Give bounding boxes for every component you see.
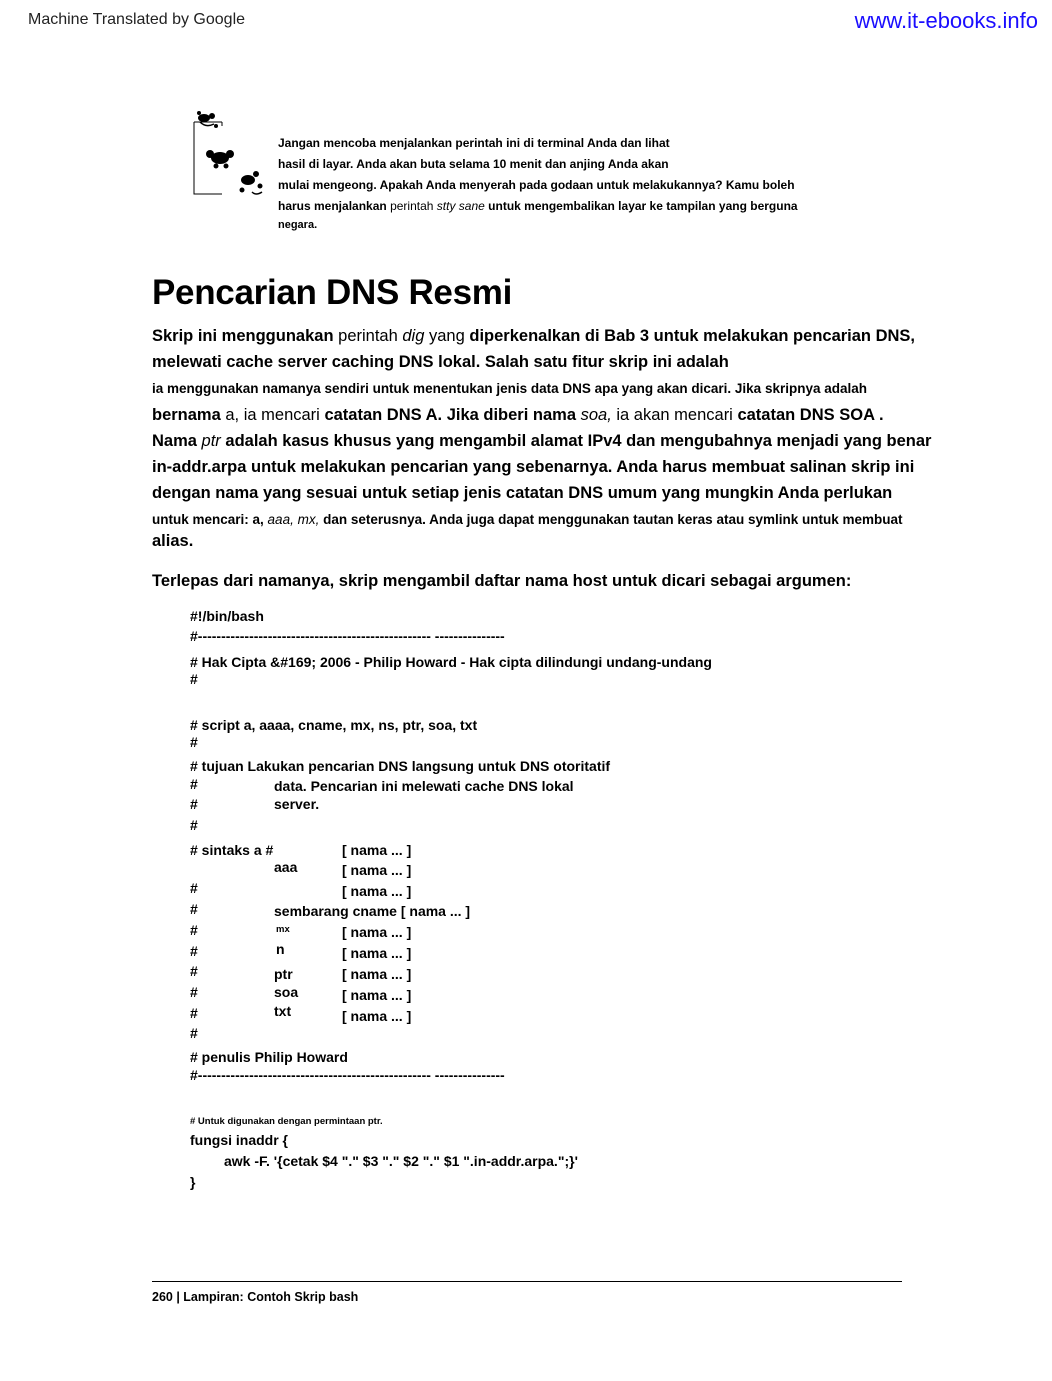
- page-footer: 260 | Lampiran: Contoh Skrip bash: [152, 1290, 359, 1304]
- code-line: [ nama ... ]: [342, 883, 412, 899]
- note-line-4: harus menjalankan perintah stty sane untuk mengembalikan layar ke tampilan yang berguna: [278, 199, 798, 213]
- footer-rule: [152, 1281, 902, 1282]
- code-line: [ nama ... ]: [342, 966, 412, 982]
- code-line: [ nama ... ]: [342, 862, 412, 878]
- code-line: #: [190, 1005, 198, 1021]
- paragraph-line: melewati cache server caching DNS lokal. Salah satu fitur skrip ini adalah: [152, 353, 729, 371]
- code-line: data. Pencarian ini melewati cache DNS lokal: [274, 778, 574, 794]
- code-line: n: [276, 941, 285, 957]
- code-line: [ nama ... ]: [342, 924, 412, 940]
- code-line: sembarang cname [ nama ... ]: [274, 903, 471, 919]
- code-line: #!/bin/bash: [190, 608, 264, 624]
- note-line-3: mulai mengeong. Apakah Anda menyerah pada godaan untuk melakukannya? Kamu boleh: [278, 178, 795, 192]
- code-line: #: [190, 734, 198, 750]
- code-line: soa: [274, 984, 299, 1000]
- paragraph-line: dengan nama yang sesuai untuk setiap jenis catatan DNS umum yang mungkin Anda perlukan: [152, 484, 893, 502]
- code-line: #: [190, 671, 198, 687]
- code-line: fungsi inaddr {: [190, 1132, 288, 1148]
- code-line: #: [190, 796, 198, 812]
- code-line: # script a, aaaa, cname, mx, ns, ptr, soa, txt: [190, 717, 478, 733]
- paragraph-line: ia menggunakan namanya sendiri untuk menentukan jenis data DNS apa yang akan dicari. Jika skripnya adalah: [152, 381, 867, 396]
- site-link[interactable]: www.it-ebooks.info: [854, 8, 1038, 33]
- code-line: #: [190, 901, 198, 917]
- code-line: # sintaks a #: [190, 842, 274, 858]
- code-line: #: [190, 922, 198, 938]
- code-line: [ nama ... ]: [342, 987, 412, 1003]
- machine-translated-label: Machine Translated by Google: [28, 11, 246, 28]
- code-line: #: [190, 984, 198, 1000]
- note-line-2: hasil di layar. Anda akan buta selama 10 menit dan anjing Anda akan: [278, 157, 669, 171]
- code-line: }: [190, 1174, 196, 1190]
- code-line: #-------------------------------------------------- ---------------: [190, 1067, 505, 1083]
- paragraph-line: untuk mencari: a, aaa, mx, dan seterusnya. Anda juga dapat menggunakan tautan keras atau symlink untuk membuat: [152, 512, 903, 527]
- code-line: #: [190, 1025, 198, 1041]
- section-title: Pencarian DNS Resmi: [152, 273, 513, 312]
- paragraph-line: in-addr.arpa untuk melakukan pencarian yang sebenarnya. Anda harus membuat salinan skrip ini: [152, 458, 915, 476]
- code-line: [ nama ... ]: [342, 1008, 412, 1024]
- code-line: #-------------------------------------------------- ---------------: [190, 628, 505, 644]
- code-line: aaa: [274, 859, 298, 875]
- code-line: #: [190, 776, 198, 792]
- paragraph-2: Terlepas dari namanya, skrip mengambil daftar nama host untuk dicari sebagai argumen:: [152, 572, 852, 590]
- code-line: #: [190, 880, 198, 896]
- code-line: #: [190, 943, 198, 959]
- paragraph-line: alias.: [152, 532, 194, 550]
- code-line: #: [190, 817, 198, 833]
- code-line: # tujuan Lakukan pencarian DNS langsung untuk DNS otoritatif: [190, 758, 611, 774]
- code-line: # penulis Philip Howard: [190, 1049, 348, 1065]
- paragraph-line: Nama ptr adalah kasus khusus yang mengambil alamat IPv4 dan mengubahnya menjadi yang benar: [152, 432, 932, 450]
- code-line: awk -F. '{cetak $4 "." $3 "." $2 "." $1 ".in-addr.arpa.";}': [224, 1153, 578, 1169]
- paragraph-line: bernama a, ia mencari catatan DNS A. Jika diberi nama soa, ia akan mencari catatan DNS SOA .: [152, 406, 884, 424]
- code-line: mx: [276, 924, 290, 935]
- code-line: # Untuk digunakan dengan permintaan ptr.: [190, 1116, 383, 1127]
- note-line-5: negara.: [278, 219, 318, 231]
- code-line: # Hak Cipta &#169; 2006 - Philip Howard - Hak cipta dilindungi undang-undang: [190, 654, 712, 670]
- code-line: #: [190, 963, 198, 979]
- code-line: [ nama ... ]: [342, 945, 412, 961]
- paragraph-line: Skrip ini menggunakan perintah dig yang diperkenalkan di Bab 3 untuk melakukan pencarian DNS,: [152, 327, 916, 345]
- code-line: ptr: [274, 966, 293, 982]
- code-line: [ nama ... ]: [342, 842, 412, 858]
- raccoon-warning-icon: [186, 108, 270, 200]
- code-line: txt: [274, 1003, 292, 1019]
- code-line: server.: [274, 796, 320, 812]
- note-line-1: Jangan mencoba menjalankan perintah ini di terminal Anda dan lihat: [278, 136, 670, 150]
